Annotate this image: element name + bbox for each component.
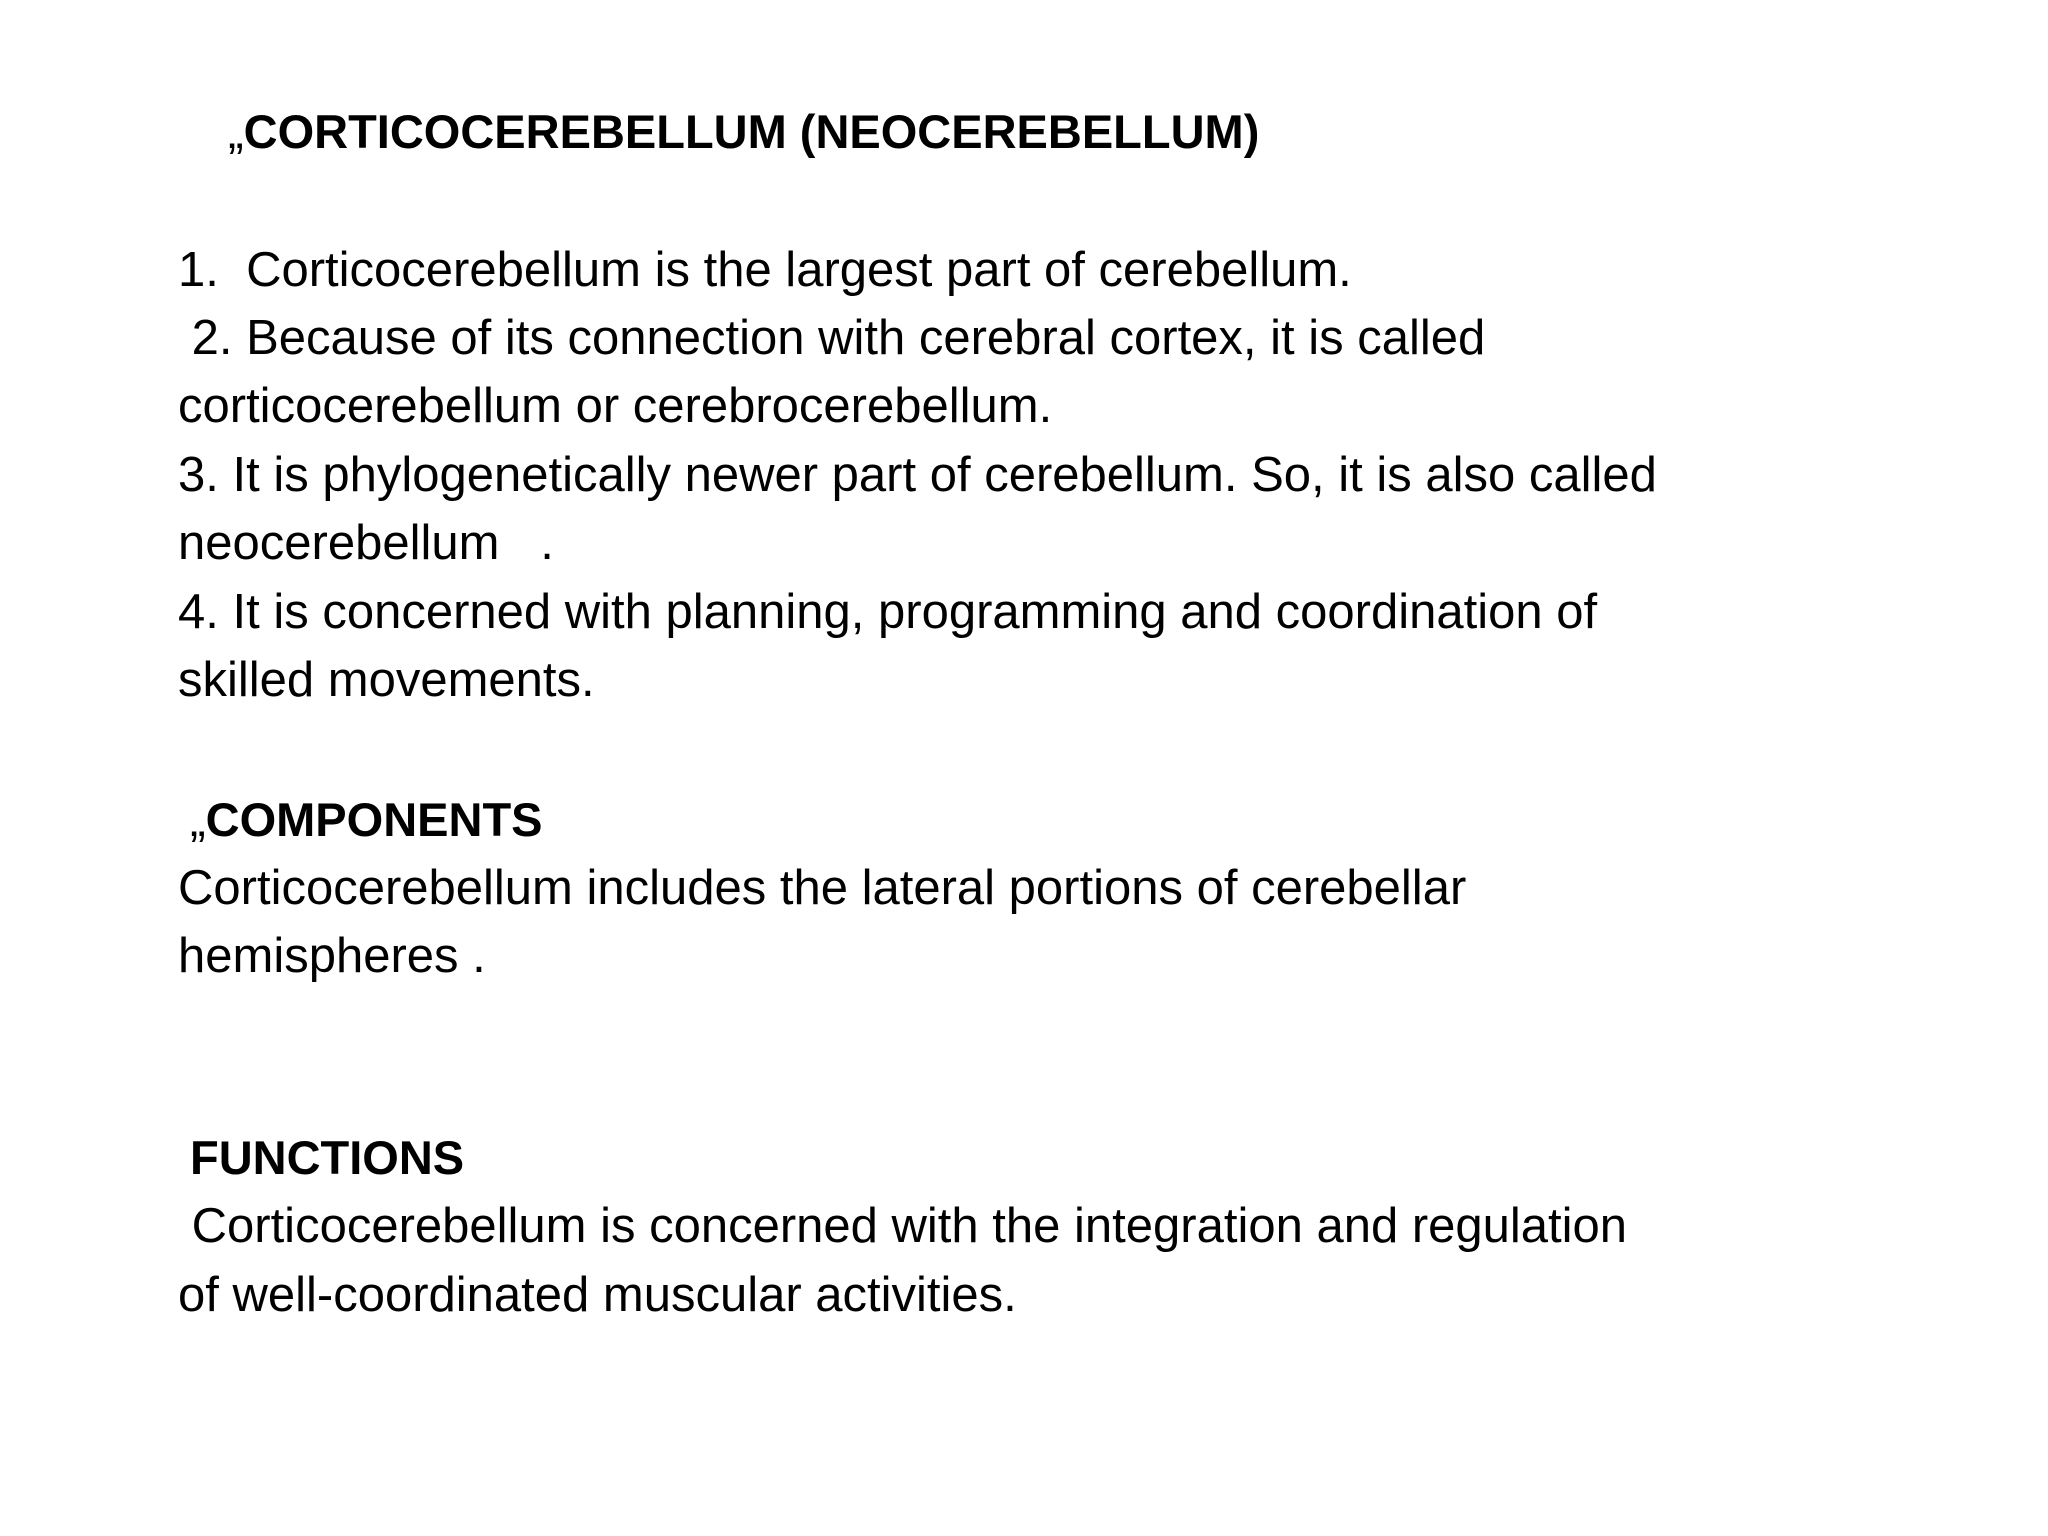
components-line-2: hemispheres . xyxy=(178,929,486,983)
point-2-line-2: corticocerebellum or cerebrocerebellum. xyxy=(178,379,1053,433)
point-1: 1. Corticocerebellum is the largest part of cerebellum. xyxy=(178,243,1352,297)
functions-line-2: of well-coordinated muscular activities. xyxy=(178,1268,1017,1322)
functions-line-1: Corticocerebellum is concerned with the integration and regulation xyxy=(178,1199,1628,1253)
point-2-line-1: 2. Because of its connection with cerebral cortex, it is called xyxy=(178,311,1486,365)
slide-title xyxy=(228,102,1259,162)
title-text: CORTICOCEREBELLUM (NEOCEREBELLUM) xyxy=(243,105,1260,158)
title-quote-mark: „ xyxy=(228,105,244,158)
components-quote-mark: „ xyxy=(190,793,206,846)
point-3-line-1: 3. It is phylogenetically newer part of cerebellum. So, it is also called xyxy=(178,448,1657,502)
point-4-line-1: 4. It is concerned with planning, programming and coordination of xyxy=(178,585,1598,639)
components-heading-text: COMPONENTS xyxy=(205,793,543,846)
point-3-line-2: neocerebellum . xyxy=(178,516,554,570)
components-line-1: Corticocerebellum includes the lateral portions of cerebellar xyxy=(178,861,1467,915)
functions-heading: FUNCTIONS xyxy=(190,1131,465,1184)
point-4-line-2: skilled movements. xyxy=(178,653,595,707)
components-heading xyxy=(190,790,543,850)
